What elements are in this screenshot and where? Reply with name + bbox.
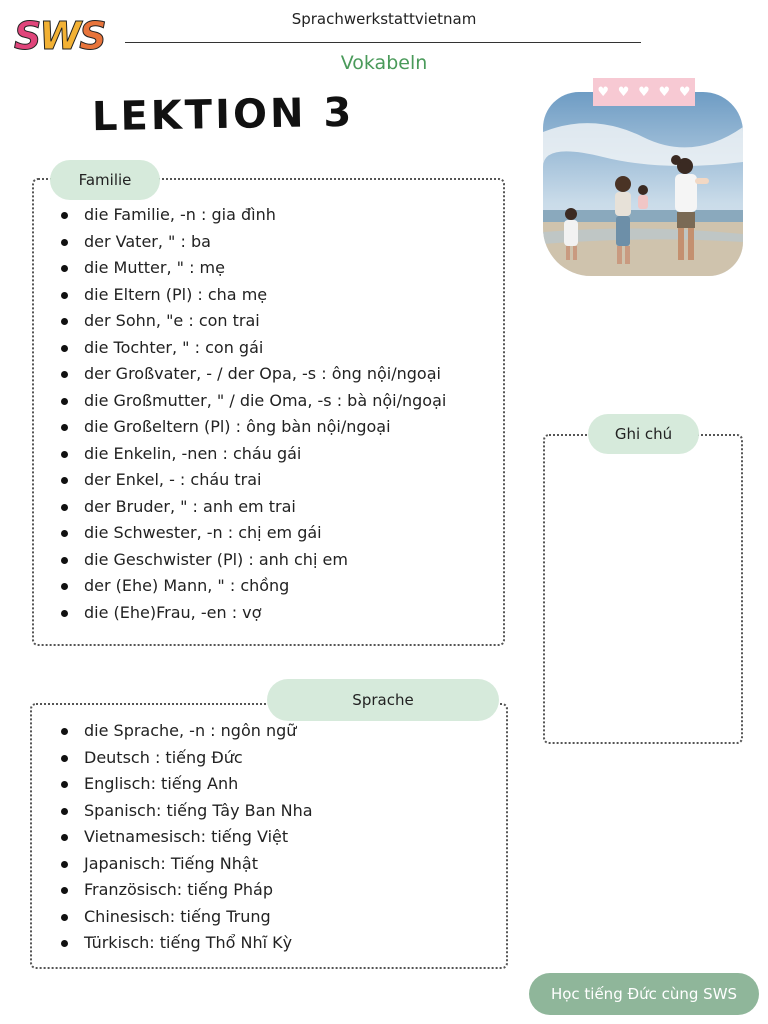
heart-icon: ♥ — [678, 84, 691, 100]
list-item: der Großvater, - / der Opa, -s : ông nội/ngoại — [54, 361, 446, 388]
notes-label: Ghi chú — [588, 414, 699, 454]
familie-label: Familie — [50, 160, 160, 200]
list-item: die Enkelin, -nen : cháu gái — [54, 441, 446, 468]
family-photo — [543, 78, 743, 278]
list-item: Chinesisch: tiếng Trung — [54, 904, 313, 931]
notes-box — [543, 434, 743, 744]
heart-icon: ♥ — [658, 84, 671, 100]
familie-list — [54, 202, 446, 626]
list-item: die Familie, -n : gia đình — [54, 202, 446, 229]
list-item: Vietnamesisch: tiếng Việt — [54, 824, 313, 851]
list-item: die Mutter, " : mẹ — [54, 255, 446, 282]
list-item: die Großmutter, " / die Oma, -s : bà nội/ngoại — [54, 388, 446, 415]
header-divider — [125, 42, 641, 43]
list-item: der Bruder, " : anh em trai — [54, 494, 446, 521]
lesson-title: LEKTION 3 — [91, 89, 355, 141]
heart-icon: ♥ — [638, 84, 650, 100]
footer-badge: Học tiếng Đức cùng SWS — [529, 973, 759, 1015]
heart-icon: ♥ — [597, 84, 610, 100]
sprache-label: Sprache — [267, 679, 499, 721]
list-item: der (Ehe) Mann, " : chồng — [54, 573, 446, 600]
list-item: der Vater, " : ba — [54, 229, 446, 256]
list-item: Spanisch: tiếng Tây Ban Nha — [54, 798, 313, 825]
list-item: die Eltern (Pl) : cha mẹ — [54, 282, 446, 309]
list-item: Französisch: tiếng Pháp — [54, 877, 313, 904]
list-item: Japanisch: Tiếng Nhật — [54, 851, 313, 878]
list-item: Englisch: tiếng Anh — [54, 771, 313, 798]
sprache-list — [54, 718, 313, 957]
list-item: die (Ehe)Frau, -en : vợ — [54, 600, 446, 627]
list-item: die Tochter, " : con gái — [54, 335, 446, 362]
sws-logo: SWS — [14, 14, 105, 58]
list-item: die Schwester, -n : chị em gái — [54, 520, 446, 547]
list-item: der Sohn, "e : con trai — [54, 308, 446, 335]
list-item: Türkisch: tiếng Thổ Nhĩ Kỳ — [54, 930, 313, 957]
list-item: die Geschwister (Pl) : anh chị em — [54, 547, 446, 574]
list-item: die Großeltern (Pl) : ông bàn nội/ngoại — [54, 414, 446, 441]
site-name: Sprachwerkstattvietnam — [291, 10, 477, 28]
beach-family-image — [543, 92, 743, 276]
list-item: die Sprache, -n : ngôn ngữ — [54, 718, 313, 745]
heart-icon: ♥ — [617, 84, 630, 100]
list-item: der Enkel, - : cháu trai — [54, 467, 446, 494]
washi-tape — [593, 78, 695, 106]
list-item: Deutsch : tiếng Đức — [54, 745, 313, 772]
page-subtitle: Vokabeln — [340, 52, 428, 74]
